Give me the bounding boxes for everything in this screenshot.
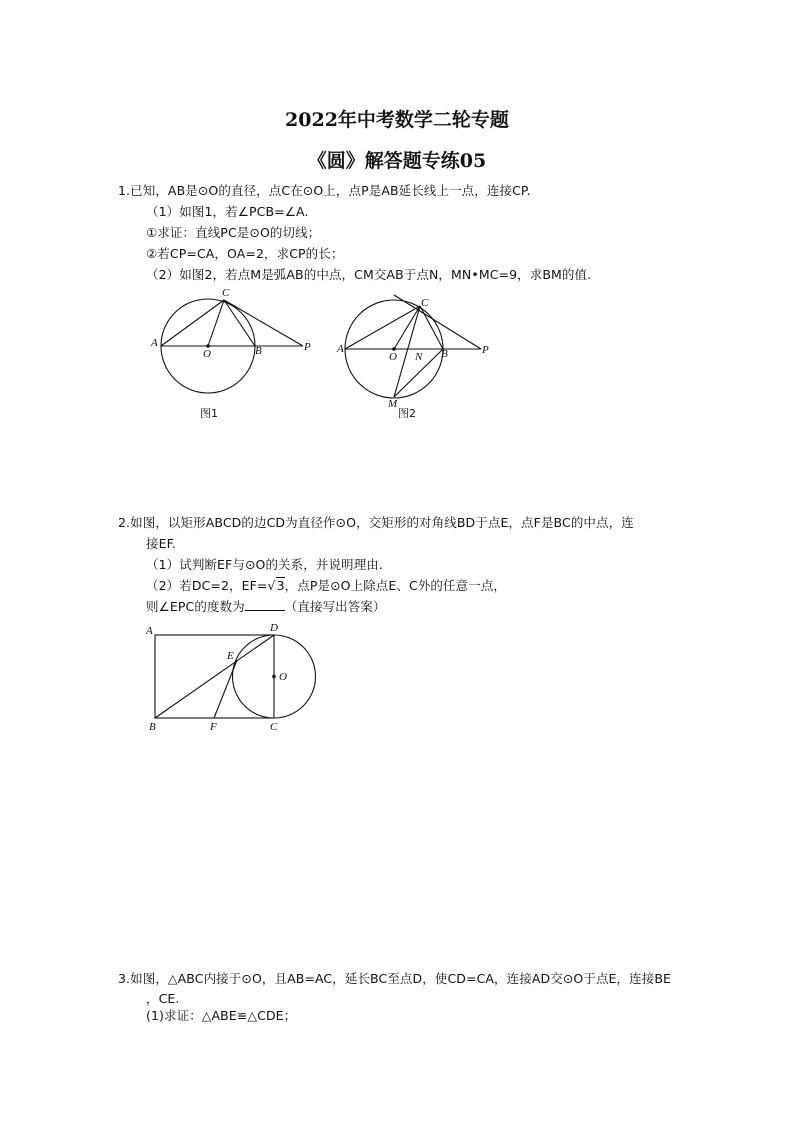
fig1-label-o: O xyxy=(203,348,211,360)
fig2-line-oc xyxy=(394,306,420,349)
page-title: 2022年中考数学二轮专题 xyxy=(285,109,509,131)
q2-label-d: D xyxy=(270,622,278,634)
fig2-label-n: N xyxy=(415,351,423,363)
q2-label-f: F xyxy=(210,721,217,733)
q1-part1a: ①求证：直线PC是⊙O的切线； xyxy=(146,225,321,240)
fig1-line-ac xyxy=(161,300,224,346)
q2-label-a: A xyxy=(146,625,153,637)
q2-label-c: C xyxy=(270,721,278,733)
q2-figure xyxy=(140,620,330,738)
q2-part2-post: ，点P是⊙O上除点E、C外的任意一点， xyxy=(284,578,507,593)
fig2-label-m: M xyxy=(388,398,398,410)
fig2-label-b: B xyxy=(441,348,448,360)
q2-part2-line2-post: （直接写出答案） xyxy=(284,599,386,614)
fig1-label-p: P xyxy=(304,341,311,353)
q2-label-b: B xyxy=(149,721,156,733)
q2-part1: （1）试判断EF与⊙O的关系，并说明理由. xyxy=(146,557,383,572)
fig2-label-p: P xyxy=(482,344,489,356)
q2-stem: 2.如图，以矩形ABCD的边CD为直径作⊙O，交矩形的对角线BD于点E，点F是BC的中点，连 xyxy=(118,515,634,530)
fig1-caption: 图1 xyxy=(200,407,218,420)
q1-part1: （1）如图1，若∠PCB=∠A. xyxy=(146,204,309,219)
fig1-label-a: A xyxy=(151,337,158,349)
page-subtitle: 《圆》解答题专练05 xyxy=(307,150,487,172)
fig2-label-o: O xyxy=(389,351,397,363)
fig1-line-cb xyxy=(224,300,255,346)
q2-label-e: E xyxy=(227,650,234,662)
q2-part2 xyxy=(146,576,506,594)
q2-stem-cont: 接EF. xyxy=(146,536,176,551)
fig2-line-tangent xyxy=(394,295,481,349)
fig1-line-oc xyxy=(208,300,224,346)
q3-stem: 3.如图，△ABC内接于⊙O，且AB=AC，延长BC至点D，使CD=CA，连接AD交⊙O于点E，连接BE xyxy=(118,971,672,986)
q1-part1b: ②若CP=CA，OA=2，求CP的长； xyxy=(146,246,344,261)
q2-part2-line2-pre: 则∠EPC的度数为 xyxy=(146,599,245,614)
q2-part2-pre: （2）若DC=2，EF= xyxy=(146,578,268,593)
fig2-label-a: A xyxy=(337,343,344,355)
q2-answer-blank[interactable] xyxy=(245,599,285,611)
q1-stem: 1.已知，AB是⊙O的直径，点C在⊙O上，点P是AB延长线上一点，连接CP. xyxy=(118,183,531,198)
fig2-label-c: C xyxy=(421,297,429,309)
q3-stem-cont: ，CE. xyxy=(146,991,180,1006)
q2-line-bd xyxy=(155,635,274,718)
q2-part2-line2 xyxy=(146,597,386,615)
fig1-label-b: B xyxy=(255,345,262,357)
q2-sqrt-radicand: 3 xyxy=(276,578,285,593)
q2-sqrt: √3 xyxy=(267,578,285,593)
q1-part2: （2）如图2，若点M是弧AB的中点，CM交AB于点N，MN•MC=9，求BM的值. xyxy=(146,267,592,282)
fig2-line-ac xyxy=(345,306,420,349)
q1-figure-1 xyxy=(148,284,318,399)
q1-figure-2 xyxy=(334,290,494,410)
fig1-label-c: C xyxy=(222,287,230,299)
fig2-caption: 图2 xyxy=(398,407,416,420)
q2-center-dot xyxy=(272,675,276,679)
q2-label-o: O xyxy=(279,671,287,683)
q3-part1: (1)求证：△ABE≌△CDE； xyxy=(146,1008,297,1023)
fig2-line-cb xyxy=(420,306,443,349)
fig1-line-cp xyxy=(224,300,303,346)
